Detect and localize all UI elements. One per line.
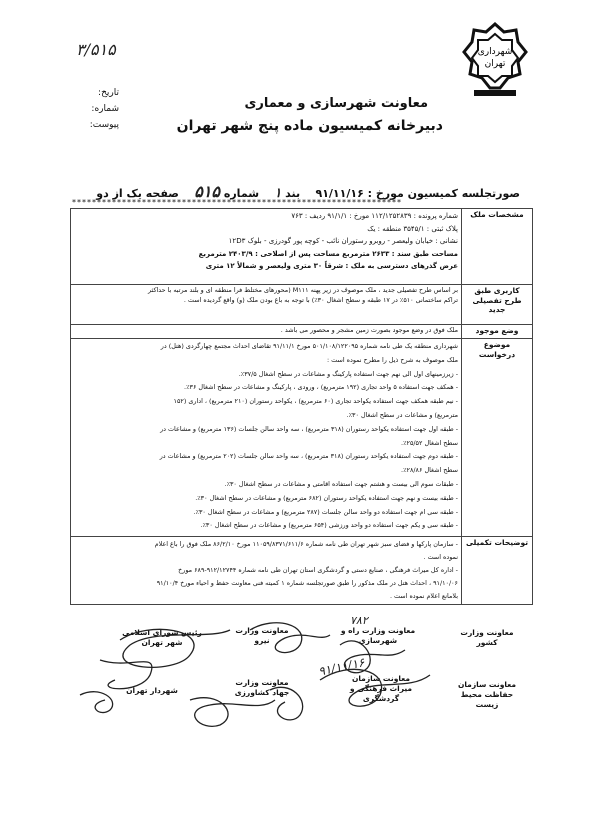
row-property-specs	[71, 209, 533, 285]
request-line: - طبقه دوم جهت استفاده یکواحد رستوران (۳۱۸ مترمربع) ، سه واحد سالن جلسات (۲۰۲ مترمربع) و مشاعات در	[159, 452, 458, 461]
signature-environment: معاونت سازمان حفاظت محیط زیست	[457, 680, 517, 709]
row-existing	[71, 325, 533, 339]
notes-line: - اداره کل میراث فرهنگی ، صنایع دستی و گردشگری استان تهران طی نامه شماره ۹۱۲/۱۲۷۴۴-۶۸۹ مورخ	[178, 566, 458, 574]
number-value: ۵۱۵	[194, 182, 221, 201]
section-zoning: کاربری طبق طرح تفصیلی جدید	[462, 285, 533, 325]
request-line: - طبقات سوم الی بیست و هشتم جهت استفاده اقامتی و مشاعات در سطح اشغال ۳۰٪.	[224, 479, 458, 488]
attachment-label: پیوست:	[89, 120, 119, 130]
notes-line: - سازمان پارکها و فضای سبز شهر تهران طی نامه شماره ۱۱۰۵۹/۸۳۷۱/۶۱۱/۶ مورخ ۸۶/۲/۱۰ ملک فوق را باغ اعلام	[154, 540, 458, 548]
signature-interior: معاونت وزارت کشور	[460, 628, 514, 647]
request-line: - طبقه سی و یکم جهت استفاده دو واحد ورزشی (۶۵۴ مترمربع) و مشاعات در سطح اشغال ۳۰٪.	[200, 521, 458, 530]
request-line: - همکف جهت استفاده ۵ واحد تجاری (۱۹۲ مترمربع) ، ورودی ، پارکینگ و مشاعات در سطح اشغال ۳۶٪.	[184, 383, 458, 392]
specs-line: پلاک ثبتی : ۳۵۴۵/۱ منطقه : یک	[367, 224, 458, 233]
row-zoning	[71, 285, 533, 325]
page-indicator: صفحه یک از دو	[96, 187, 179, 200]
notes-cell	[71, 537, 462, 605]
date-label: تاریخ:	[98, 88, 119, 98]
notes-line: ۹۱/۱۰/۰۶ ، احداث هتل در ملک مذکور را طبق صورتجلسه شماره ۱ کمیته فنی معاونت حفظ و احیاء مورخ ۹۱/۱۰/۴	[156, 579, 458, 587]
notes-line: نموده است .	[423, 553, 458, 561]
item-value: ۱	[274, 186, 282, 201]
specs-line: نشانی : خیابان ولیعصر - روبرو رستوران نائب - کوچه پور گودرزی - بلوک ۱۲D۳	[228, 237, 458, 245]
request-cell	[71, 339, 462, 537]
signature-mark	[80, 692, 113, 713]
handwritten-date-mark: ۹۱/۱۱/۱۶	[317, 655, 366, 679]
signature-mark	[270, 687, 303, 720]
notes-line: بلامانع اعلام نموده است .	[389, 592, 458, 600]
section-existing: وضع موجود	[462, 325, 533, 339]
zoning-cell	[71, 285, 462, 325]
section-request: موضوع درخواست	[462, 339, 533, 537]
separator-stars: ******************************************************************	[72, 198, 402, 207]
logo-text-1: شهرداری	[477, 47, 513, 57]
request-line: مترمربع) و مشاعات در سطح اشغال ۳۰٪.	[346, 410, 458, 419]
handwritten-number-mark: ۷۸۲	[350, 614, 368, 627]
existing-cell	[71, 325, 462, 339]
request-line: - طبقه اول جهت استفاده یکواحد رستوران (۳۱۸ مترمربع) ، سه واحد سالن جلسات (۱۳۶ مترمربع) و مشاعات در	[160, 424, 458, 433]
org-subtitle: دبیرخانه کمیسیون ماده پنج شهر تهران	[176, 118, 443, 134]
zoning-line: تراکم ساختمانی ۵۱۰٪ در ۱۷ طبقه و سطح اشغال ۳۰٪) با توجه به باغ بودن ملک (و) واقع گردیده است .	[183, 295, 458, 304]
section-notes: توضیحات تکمیلی	[462, 537, 533, 605]
number-label: شماره:	[91, 104, 119, 114]
section-property-specs: مشخصات ملک	[462, 209, 533, 285]
signature-roads: معاونت وزارت راه و شهرسازی	[340, 626, 416, 645]
signature-strokes	[60, 600, 540, 750]
row-request	[71, 339, 533, 537]
request-line: - طبقه بیست و نهم جهت استفاده یکواحد رستوران (۶۸۲ مترمربع) و مشاعات در سطح اشغال ۳۰٪.	[195, 493, 458, 502]
handwritten-doc-number: ۳/۵۱۵	[76, 40, 116, 59]
signature-mark	[320, 669, 430, 706]
request-line: سطح اشغال ۲۵/۵۲٪.	[401, 438, 458, 447]
tehran-municipality-logo	[460, 20, 530, 98]
request-line: سطح اشغال ۲۸/۸۶٪.	[401, 466, 458, 475]
specs-line: شماره پرونده : ۱۱۲/۱۲۵۲۸۳۹ مورخ : ۹۱/۱/۱ ردیف : ۷۶۳	[291, 212, 458, 220]
signature-energy: معاونت وزارت نیرو	[235, 626, 289, 645]
zoning-line: بر اساس طرح تفصیلی جدید ، ملک موصوف در زیر پهنه M۱۱۱ (محورهای مختلط فرا منطقه ای و بلند مرتبه با حداکثر	[147, 286, 458, 294]
signature-mark	[250, 623, 330, 653]
minutes-table	[70, 208, 533, 605]
logo-text-2: تهران	[484, 59, 506, 69]
row-notes	[71, 537, 533, 605]
request-line: - طبقه سی ام جهت استفاده دو واحد سالن جلسات (۲۸۷ مترمربع) و مشاعات در سطح اشغال ۳۰٪.	[193, 507, 458, 516]
specs-line: مساحت طبق سند : ۲۶۳۳ مترمربع مساحت پس از اصلاحی : ۲۴۰۳/۹ مترمربع	[198, 249, 458, 258]
signature-defense: معاونت وزارت جهاد کشاورزی	[234, 678, 290, 697]
signature-mark	[340, 641, 405, 673]
minutes-date: صورتجلسه کمیسیون مورخ : ۹۱/۱۱/۱۶	[315, 187, 520, 200]
signature-mark	[190, 698, 275, 727]
item-label: بند	[285, 187, 301, 200]
signature-heritage: معاونت سازمان میراث فرهنگی و گردشگری	[349, 674, 413, 703]
request-line: ملک موصوف به شرح ذیل را مطرح نموده است :	[327, 355, 458, 364]
specs-line: عرض گذرهای دسترسی به ملک : شرقاً ۳۰ متری ولیعصر و شمالاً ۱۲ متری	[205, 262, 458, 270]
request-line: شهرداری منطقه یک طی نامه شماره ۵۰۱/۱۰۸/۱۲۲۰۹۵ مورخ ۹۱/۱۱/۱ تقاضای احداث مجتمع چهارگردی (هتل) در	[160, 342, 458, 350]
org-title: معاونت شهرسازی و معماری	[244, 96, 428, 111]
specs-cell	[71, 209, 462, 285]
number-label-header: شماره	[223, 187, 260, 200]
signature-mark	[100, 660, 152, 689]
existing-line: ملک فوق در وضع موجود بصورت زمین مشجر و محصور می باشد .	[280, 326, 458, 334]
request-line: - زیرزمینهای اول الی نهم جهت استفاده پارکینگ و مشاعات در سطح اشغال ۳۷/۵٪.	[238, 369, 458, 378]
signature-mayor: شهردار تهران	[126, 686, 178, 695]
signature-city-council: رئیس شورای اسلامی شهر تهران	[122, 628, 202, 647]
request-line: - نیم طبقه همکف جهت استفاده یکواحد تجاری (۶۰ مترمربع) ، یکواحد رستوران (۲۱۰ مترمربع) ، اداری (۱۵۲	[173, 397, 458, 406]
